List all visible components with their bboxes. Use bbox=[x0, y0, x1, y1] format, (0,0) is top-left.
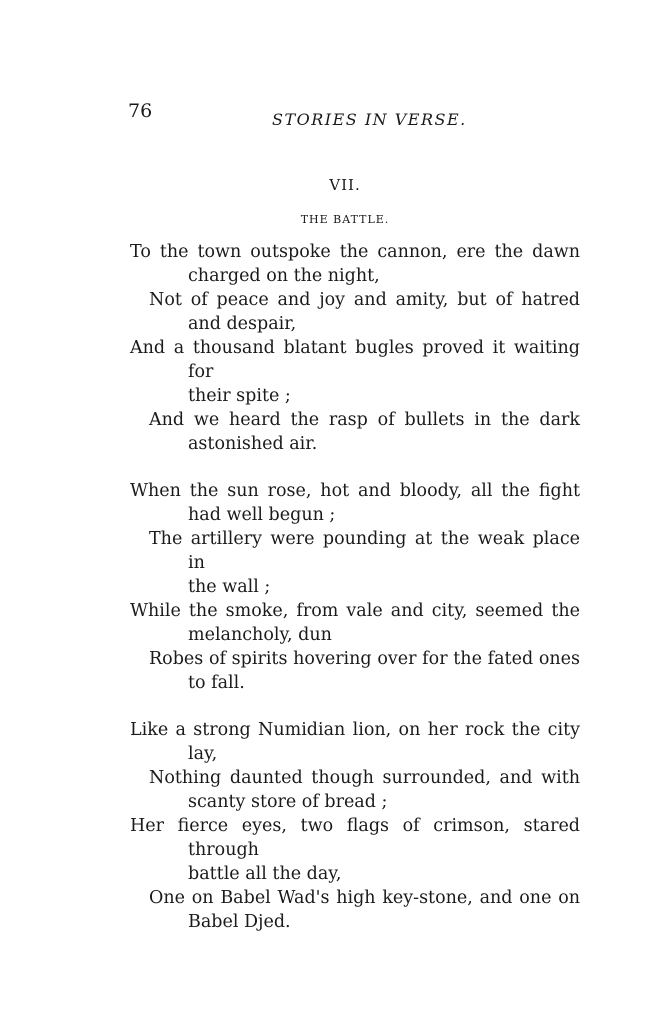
line-text: To the town outspoke the cannon, ere the dawn bbox=[130, 242, 580, 262]
line-continuation: battle all the day, bbox=[188, 864, 342, 884]
section-number: VII. bbox=[329, 176, 361, 194]
line-text: Not of peace and joy and amity, but of hatred bbox=[149, 290, 580, 310]
verse-line bbox=[149, 766, 580, 814]
line-text: Robes of spirits hovering over for the fated ones bbox=[149, 649, 580, 669]
stanza-3 bbox=[130, 718, 580, 934]
verse-line bbox=[130, 479, 580, 527]
line-continuation: had well begun ; bbox=[188, 505, 336, 525]
line-continuation: the wall ; bbox=[188, 577, 271, 597]
verse-line bbox=[149, 288, 580, 336]
running-title: STORIES IN VERSE. bbox=[272, 110, 467, 129]
verse-line bbox=[149, 886, 580, 934]
stanza-1 bbox=[130, 240, 580, 456]
line-text: And a thousand blatant bugles proved it waiting for bbox=[130, 338, 580, 382]
page-number: 76 bbox=[128, 100, 153, 122]
line-text: And we heard the rasp of bullets in the dark bbox=[149, 410, 580, 430]
line-text: Her fierce eyes, two flags of crimson, stared through bbox=[130, 816, 580, 860]
verse-line bbox=[149, 408, 580, 456]
verse-line bbox=[149, 647, 580, 695]
line-continuation: and despair, bbox=[188, 314, 297, 334]
line-text: Like a strong Numidian lion, on her rock the city bbox=[130, 720, 580, 740]
line-continuation: to fall. bbox=[188, 673, 245, 693]
line-continuation: scanty store of bread ; bbox=[188, 792, 388, 812]
line-text: While the smoke, from vale and city, seemed the bbox=[130, 601, 580, 621]
line-continuation: charged on the night, bbox=[188, 266, 380, 286]
line-text: The artillery were pounding at the weak place in bbox=[149, 529, 580, 573]
verse-line bbox=[149, 527, 580, 599]
line-continuation: melancholy, dun bbox=[188, 625, 332, 645]
stanza-2 bbox=[130, 479, 580, 695]
line-continuation: Babel Djed. bbox=[188, 912, 291, 932]
line-text: Nothing daunted though surrounded, and with bbox=[149, 768, 580, 788]
poem bbox=[130, 240, 580, 957]
line-text: One on Babel Wad's high key-stone, and one on bbox=[149, 888, 580, 908]
line-text: When the sun rose, hot and bloody, all the fight bbox=[130, 481, 580, 501]
line-continuation: their spite ; bbox=[188, 386, 291, 406]
verse-line bbox=[130, 599, 580, 647]
verse-line bbox=[130, 336, 580, 408]
verse-line bbox=[130, 718, 580, 766]
line-continuation: astonished air. bbox=[188, 434, 318, 454]
verse-line bbox=[130, 240, 580, 288]
verse-line bbox=[130, 814, 580, 886]
line-continuation: lay, bbox=[188, 744, 218, 764]
section-title: THE BATTLE. bbox=[300, 213, 390, 226]
